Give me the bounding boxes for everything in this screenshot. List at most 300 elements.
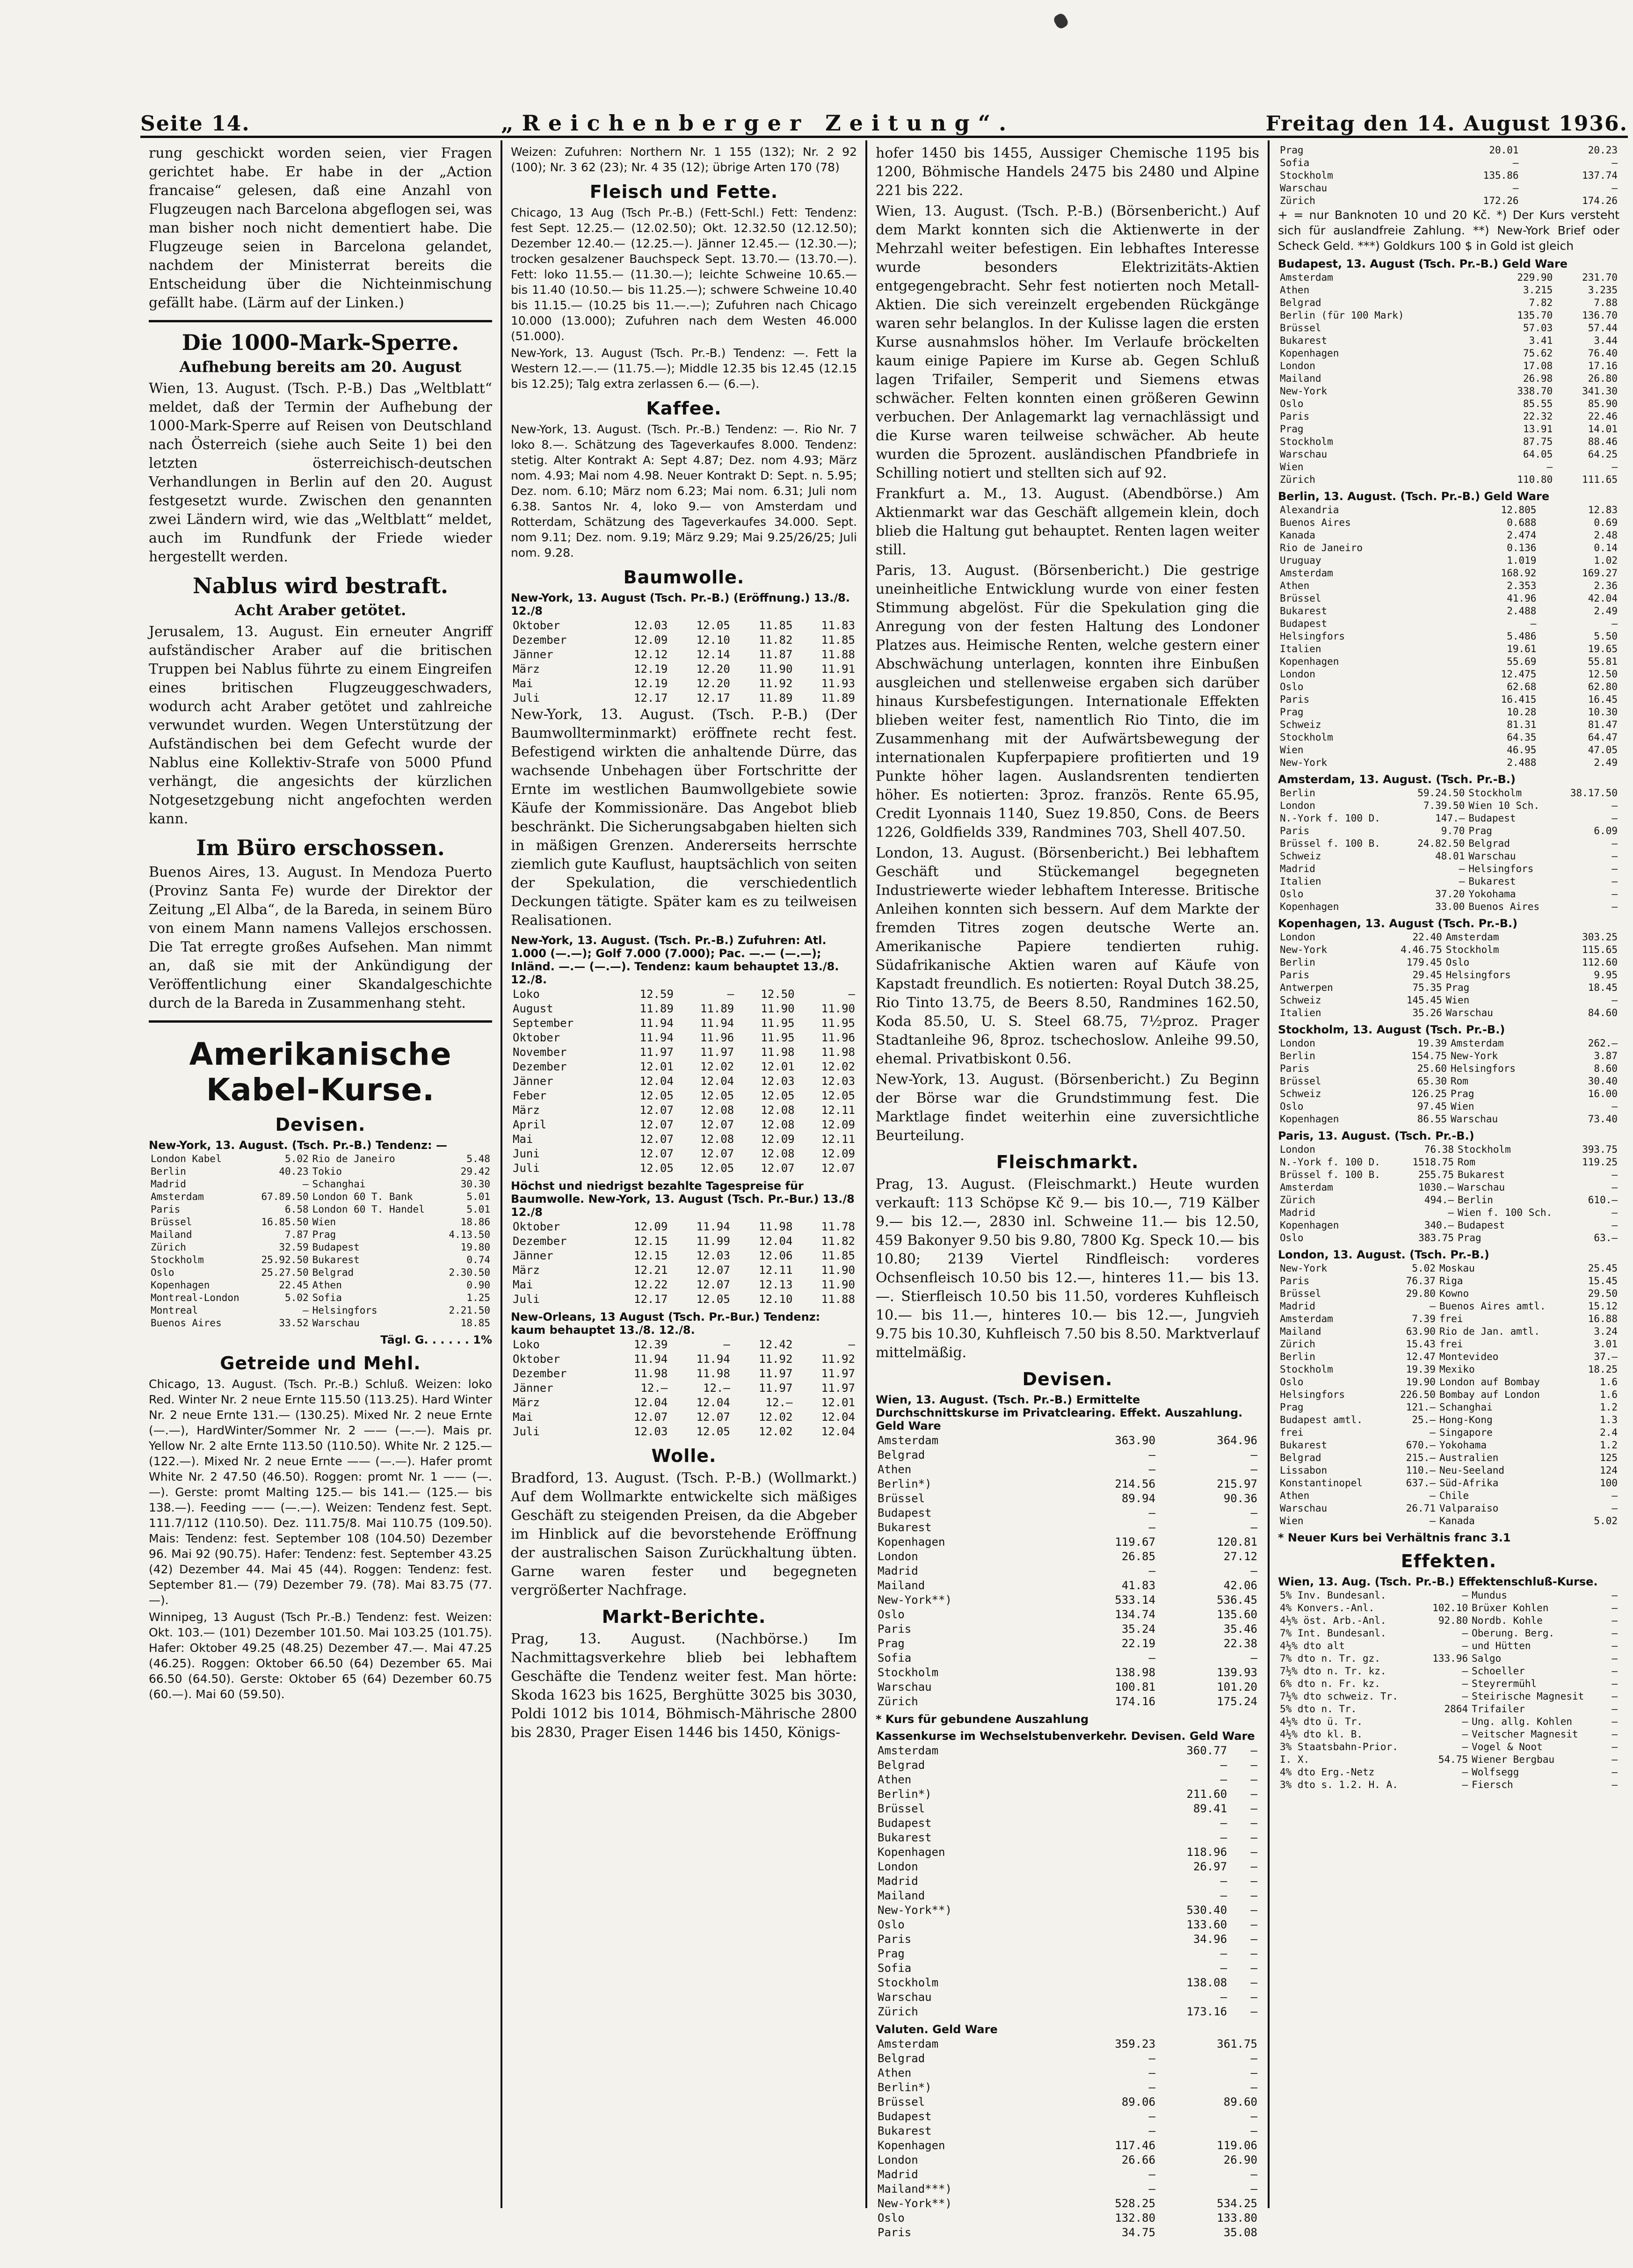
table-cell: 11.90 [759,662,793,676]
table-cell: — [1250,1976,1257,1989]
table-cell: 35.46 [1223,1622,1257,1636]
bw3-table [511,1220,857,1307]
table-cell: 7.39.50 [1423,800,1465,811]
table-row [876,2124,1259,2138]
table-cell: Rio de Janeiro [1280,542,1363,553]
table-cell: Warschau [1468,850,1516,862]
table-cell: London [1280,931,1315,943]
table-cell: 3.01 [1594,1338,1618,1350]
table-cell: 11.95 [761,1031,795,1044]
table-cell: 12.14 [696,648,730,661]
table-cell: 12.04 [700,1075,734,1088]
table-cell: 11.88 [821,1293,855,1306]
table-cell: 26.90 [1223,2153,1257,2166]
table-cell: 12.03 [634,619,668,632]
table-cell: 174.26 [1582,195,1618,206]
table-cell: 25.— [1412,1414,1436,1425]
table-cell: 11.94 [696,1352,730,1366]
table-row [1278,1602,1619,1614]
table-cell: 12.06 [759,1249,793,1262]
divider [149,320,492,322]
section-getreide: Getreide und Mehl. [220,1353,421,1374]
table-cell: — [1250,1448,1257,1461]
table-cell: 211.60 [1186,1788,1227,1801]
table-cell: 25.92.50 [261,1254,309,1265]
table-cell: Helsingfors [1280,1389,1345,1400]
table-row [876,1889,1259,1903]
kabel-taglich: Tägl. G. . . . . . 1% [380,1333,492,1346]
table-cell: 12.05 [639,1162,674,1175]
table-cell: Berlin [1458,1194,1493,1206]
table-cell: — [1250,1463,1257,1476]
table-cell: Buenos Aires amtl. [1439,1301,1546,1312]
table-row [1278,931,1619,944]
table-cell: 5% dto n. Tr. [1280,1703,1357,1715]
table-cell: — [1448,1207,1454,1218]
table-cell: — [1250,1773,1257,1786]
table-cell: Berlin [1280,787,1315,799]
table-row [876,2196,1259,2211]
valuten-table [876,2037,1259,2240]
table-cell: — [1611,1779,1618,1790]
table-cell: 101.20 [1217,1680,1257,1694]
table-row [876,2109,1259,2124]
table-cell: Stockholm [878,1976,939,1989]
table-row [876,1932,1259,1947]
table-cell: 12.17 [634,1293,668,1306]
table-cell: 214.56 [1115,1477,1156,1490]
table-row [1278,334,1619,347]
bw4-header: New-Orleans, 13 August (Tsch. Pr.-Bur.) Tendenz: kaum behauptet 13./8. 12./8. [511,1310,820,1337]
table-cell: Zürich [878,2005,918,2018]
table-cell: — [1611,1490,1618,1501]
table-cell: Dezember [513,633,567,647]
table-cell: — [1250,1506,1257,1519]
table-cell: 76.38 [1424,1144,1454,1155]
table-cell: Italien [1280,643,1321,654]
table-cell: 3% Staatsbahn-Prior. [1280,1741,1398,1752]
table-cell: 11.98 [634,1367,668,1380]
table-cell: 97.45 [1417,1101,1447,1112]
report-chicago-getreide: Chicago, 13. August. (Tsch. Pr.-B.) Schluß. Weizen: loko Red. Winter Nr. 2 neue Ernte 115.50 (113.25). Hard Winter Nr. 2 neue Ernte 131.— (130.25). Mixed Nr. 2 neue Ernte (—.—), HardWinter/Sommer Nr. 2 —— (—.—). Mais pr. Yellow Nr. 2 alte Ernte 113.50 (110.50). White Nr. 2 125.— (122.—). Mixed Nr. 2 neue Ernte —— (—.—). Hafer promt White Nr. 2 47.50 (46.50). Roggen: promt Nr. 1 —— (—.—). Gerste: promt Malting 125.— bis 141.— (125.— bis 138.—). Feeding —— (—.—). Weizen: Tendenz fest. Sept. 111.7/112 (110.50). Dez. 111.75/8. Mai 110.75 (109.50). Mais: Tendenz: fest. September 108 (104.50) Dezember 96. Mai 92 (90.75). Hafer: Tendenz: fest. September 43.25 (42) Dezember 44. Mai 45 (44). Roggen: Tendenz: fest. September 81.— (79) Dezember 79. (78). Mai 83.75 (77.—). [149,1377,492,1607]
report-prag-nachboerse: Prag, 13. August. (Nachbörse.) Im Nachmittagsverkehre blieb bei lebhaftem Geschäfte die Tendenz weiter fest. Man hörte: Skoda 1623 bis 1625, Berghütte 3025 bis 3030, Poldi 1012 bis 1014, Böhmisch-Mährische 2800 bis 2830, Prager Eisen 1446 bis 1450, Königs- [511,1631,857,1741]
table-cell: — [1611,1628,1618,1639]
table-cell: Mailand [878,1889,925,1902]
table-cell: — [1611,1503,1618,1514]
table-cell: 87.75 [1523,436,1553,447]
table-row [1278,516,1619,529]
table-cell: Berlin (für 100 Mark) [1280,310,1404,321]
table-row [1278,875,1619,888]
table-row [1278,1614,1619,1627]
table-cell: 12.07 [821,1162,855,1175]
table-cell: Paris [1280,694,1310,705]
table-cell: New-York**) [878,1904,952,1917]
table-cell: — [1611,1101,1618,1112]
table-cell: London [1280,1038,1315,1049]
table-cell: 102.10 [1432,1602,1468,1614]
table-cell: Bukarest [1280,1439,1328,1451]
table-row [1278,157,1619,169]
amsterdam-table [1278,787,1619,913]
table-row [1278,655,1619,668]
table-cell: Athen [878,2066,912,2079]
bw2-table [511,987,857,1176]
table-row [511,1089,857,1103]
table-cell: — [1250,1744,1257,1757]
table-cell: 12.07 [639,1147,674,1160]
table-cell: Stockholm [1280,436,1333,447]
table-cell: Dezember [513,1060,567,1073]
table-cell: Mailand [878,1579,925,1592]
table-cell: London 60 T. Handel [312,1204,425,1215]
table-cell: 4½% dto alt [1280,1640,1345,1651]
table-cell: Dezember [513,1367,567,1380]
table-cell: Moskau [1439,1263,1475,1274]
table-cell: 7.88 [1594,297,1618,308]
table-row [1278,271,1619,284]
table-cell: 90.36 [1223,1492,1257,1505]
table-cell: 117.46 [1115,2139,1156,2152]
report-weizen-zufuhren: Weizen: Zufuhren: Northern Nr. 1 155 (132); Nr. 2 92 (100); Nr. 3 62 (23); Nr. 4 35 (12); übrige Arten 170 (78) [511,145,857,174]
table-row [1278,1113,1619,1126]
table-cell: 47.05 [1588,744,1618,756]
table-cell: August [513,1002,553,1015]
table-cell: Belgrad [1280,1452,1321,1463]
table-cell: 16.88 [1588,1313,1618,1324]
table-cell: 62.68 [1507,681,1537,692]
table-cell: 12.04 [759,1235,793,1248]
table-cell: Paris [878,2226,912,2239]
table-cell: 111.65 [1582,474,1618,485]
table-cell: 19.61 [1507,643,1537,654]
table-cell: 11.98 [759,1220,793,1233]
headline-nablus: Nablus wird bestraft. [192,573,448,598]
table-cell: London [1280,1144,1315,1155]
table-row [1278,1181,1619,1194]
table-cell: 536.45 [1217,1593,1257,1606]
table-cell: — [1220,1817,1227,1830]
table-cell: 85.90 [1588,398,1618,409]
table-cell: Berlin [1280,1351,1315,1362]
table-cell: Wolfsegg [1472,1766,1519,1778]
table-row [1278,423,1619,436]
table-cell: Valparaiso [1439,1503,1499,1514]
table-cell: — [1220,1947,1227,1960]
table-cell: 145.45 [1406,995,1442,1006]
table-cell: 11.90 [761,1002,795,1015]
table-cell: Wiener Bergbau [1472,1754,1555,1765]
table-cell: Zürich [1280,195,1315,206]
table-cell: — [1459,876,1465,887]
table-cell: Berlin*) [878,1477,932,1490]
table-cell: 530.40 [1186,1904,1227,1917]
table-cell: 10.30 [1588,706,1618,718]
table-cell: Prag [312,1229,336,1240]
table-row [1278,1338,1619,1351]
table-cell: — [1250,1846,1257,1859]
table-cell: — [1611,1640,1618,1651]
table-cell: 19.80 [460,1242,490,1253]
table-row [1278,1287,1619,1300]
table-cell: 11.90 [821,1002,855,1015]
table-cell: Athen [878,1773,912,1786]
table-cell: 12.08 [761,1104,795,1117]
table-cell: 16.00 [1588,1088,1618,1099]
table-row [149,1165,492,1178]
table-cell: Zürich [878,1695,918,1708]
table-cell: 42.06 [1223,1579,1257,1592]
table-cell: 92.80 [1438,1615,1468,1626]
table-cell: 22.19 [1121,1637,1156,1650]
table-row [1278,1464,1619,1477]
table-cell: Warschau [1458,1182,1505,1193]
table-row [1278,994,1619,1007]
table-cell: 2.21.50 [449,1305,490,1316]
table-cell: Lissabon [1280,1465,1328,1476]
table-cell: 0.90 [466,1279,490,1291]
table-cell: 11.90 [821,1278,855,1291]
table-cell: Stockholm [1468,787,1522,799]
table-cell: — [1148,2124,1156,2137]
table-cell: Belgrad [878,1759,925,1772]
table-cell: 11.94 [700,1017,734,1030]
table-cell: Amsterdam [1445,931,1499,943]
table-cell: Brüssel [878,1802,925,1815]
table-row [876,2225,1259,2240]
table-cell: 363.90 [1115,1434,1156,1447]
table-cell: — [1250,1889,1257,1902]
table-cell: 1.3 [1600,1414,1618,1425]
table-cell: 15.12 [1588,1301,1618,1312]
table-cell: — [1250,1759,1257,1772]
table-cell: 364.96 [1217,1434,1257,1447]
table-cell: 12.09 [761,1133,795,1146]
table-cell: Buenos Aires [151,1317,222,1329]
table-cell: 1.6 [1600,1389,1618,1400]
table-cell: 81.47 [1588,719,1618,730]
amsterdam-header: Amsterdam, 13. August. (Tsch. Pr.-B.) [1278,773,1516,786]
issue-date: Freitag den 14. August 1936. [1265,112,1628,136]
table-cell: 11.85 [759,619,793,632]
table-cell: Wien [1280,744,1304,756]
table-row [511,1263,857,1278]
table-cell: Oslo [878,2211,905,2224]
table-cell: 533.14 [1115,1593,1156,1606]
table-cell: 12.805 [1501,504,1537,516]
table-cell: Jänner [513,1249,553,1262]
table-cell: März [513,1104,540,1117]
table-cell: Mai [513,1410,533,1424]
table-cell: Jänner [513,648,553,661]
report-kaffee: New-York, 13. August. (Tsch. Pr.-B.) Tendenz: —. Rio Nr. 7 loko 8.—. Schätzung des Tageverkaufes 8.000. Tendenz: stetig. Alter Kontrakt A: Sept 4.87; Dez. nom 4.93; März nom. 4.93; Mai nom 4.98. Neuer Kontrakt D: Sept. n. 5.95; Dez. nom. 6.10; März nom 6.23; Mai nom. 6.31; Juli nom 6.38. Santos Nr. 4, loko 9.— von Amsterdam und Rotterdam, Schätzung des Tageverkaufes 34.000. Sept. nom 9.11; Dez. nom. 9.19; März 9.29; Mai 9.25/26/25; Juli nom. 9.28. [511,422,857,560]
table-cell: April [513,1118,547,1131]
table-row [876,1593,1259,1607]
table-cell: 139.93 [1217,1666,1257,1679]
table-cell: Mailand [151,1229,192,1240]
table-cell: I. X. [1280,1754,1310,1765]
table-cell: 24.82.50 [1417,838,1465,849]
table-row [149,1292,492,1304]
table-cell: — [1250,2005,1257,2018]
table-row [511,1367,857,1381]
table-cell: 19.90 [1406,1376,1436,1388]
table-cell: 135.86 [1483,170,1519,181]
table-cell: — [1250,1817,1257,1830]
table-cell: 12.09 [634,1220,668,1233]
table-cell: Juni [513,1147,540,1160]
table-cell: Amsterdam [1280,1182,1333,1193]
table-cell: 12.08 [761,1147,795,1160]
table-cell: Prag [1450,1088,1474,1099]
table-row [149,1178,492,1191]
table-cell: — [1611,1703,1618,1715]
table-row [1278,554,1619,567]
budapest-table [1278,271,1619,486]
table-cell: 175.24 [1217,1695,1257,1708]
table-row [511,1060,857,1074]
table-cell: 133.80 [1217,2211,1257,2224]
table-cell: frei [1280,1427,1304,1438]
table-cell: 12.05 [700,1162,734,1175]
table-cell: Buenos Aires [1280,517,1351,528]
table-cell: 12.03 [761,1075,795,1088]
table-cell: Oktober [513,1220,560,1233]
table-cell: 29.50 [1588,1288,1618,1299]
table-cell: — [1250,1802,1257,1815]
table-cell: — [302,1305,309,1316]
table-cell: 12.05 [696,1425,730,1438]
table-cell: Paris [151,1204,181,1215]
table-cell: 55.69 [1507,656,1537,667]
kabel-header: New-York, 13. August. (Tsch. Pr.-B.) Tendenz: — [149,1139,447,1152]
table-row [876,1622,1259,1636]
ink-blot [1052,12,1070,30]
table-cell: Kopenhagen [1280,1220,1339,1231]
table-row [876,2080,1259,2095]
table-cell: New-York [1280,385,1328,397]
table-cell: — [1220,1875,1227,1888]
table-cell: Budapest [312,1242,360,1253]
table-cell: 11.96 [700,1031,734,1044]
table-cell: 7.87 [285,1229,309,1240]
table-cell: Oslo [878,1918,905,1931]
top-notes: + = nur Banknoten 10 und 20 Kč. *) Der Kurs versteht sich für auslandfreie Zahlung. **) New-York Brief oder Scheck Geld. ***) Goldkurs 100 $ in Gold ist gleich [1278,208,1619,253]
table-cell: — [302,1178,309,1190]
table-row [1278,1351,1619,1363]
table-cell: Oslo [1280,1101,1304,1112]
table-cell: — [1611,1182,1618,1193]
table-cell: Madrid [151,1178,186,1190]
table-cell: Budapest [878,1817,932,1830]
table-row [149,1279,492,1292]
table-cell: Kopenhagen [878,2139,945,2152]
table-cell: — [1250,1860,1257,1873]
table-cell: 12.09 [634,633,668,647]
table-cell: — [1459,863,1465,874]
table-cell: 1.2 [1600,1439,1618,1451]
table-cell: 6% dto n. Fr. kz. [1280,1678,1380,1689]
table-row [1278,1477,1619,1490]
table-row [1278,1678,1619,1690]
table-cell: Prag [1280,1402,1304,1413]
table-cell: 255.75 [1418,1169,1454,1180]
table-cell: 17.08 [1523,360,1553,371]
table-cell: Vogel & Noot [1472,1741,1543,1752]
table-row [876,2211,1259,2225]
table-row [1278,944,1619,956]
table-cell: Italien [1280,876,1321,887]
table-cell: Antwerpen [1280,982,1333,993]
table-cell: 14.01 [1588,423,1618,435]
table-cell: — [1250,2066,1257,2079]
table-cell: — [1611,1665,1618,1677]
table-cell: 64.25 [1588,449,1618,460]
table-cell: Berlin [1280,1050,1315,1061]
table-cell: Schanghai [312,1178,366,1190]
table-cell: 179.45 [1406,957,1442,968]
table-cell: 0.688 [1507,517,1537,528]
table-cell: 62.80 [1588,681,1618,692]
table-row [876,1607,1259,1622]
table-cell: 12.07 [639,1133,674,1146]
table-row [149,1304,492,1317]
table-cell: — [1250,2182,1257,2195]
table-cell: 12.13 [759,1278,793,1291]
table-cell: Brüssel f. 100 B. [1280,838,1380,849]
table-row [149,1153,492,1165]
table-cell: 2.49 [1594,757,1618,768]
table-row [149,1254,492,1266]
table-cell: Mundus [1472,1590,1507,1601]
table-cell: Prag [1280,145,1304,156]
table-cell: — [1148,2066,1156,2079]
table-cell: 12.04 [639,1075,674,1088]
section-devisen-wien: Devisen. [1022,1369,1113,1389]
table-cell: — [1250,1933,1257,1946]
table-cell: — [1148,2052,1156,2065]
table-cell: 20.01 [1489,145,1519,156]
kopenhagen-header: Kopenhagen, 13. August (Tsch. Pr.-B.) [1278,917,1518,930]
table-row [149,1317,492,1330]
table-cell: Budapest [1458,1220,1505,1231]
table-cell: 30.30 [460,1178,490,1190]
table-cell: Oslo [878,1608,905,1621]
table-cell: 8.60 [1594,1063,1618,1074]
table-cell: Madrid [1280,1301,1315,1312]
table-cell: Chile [1439,1490,1469,1501]
table-row [511,1220,857,1234]
table-cell: 11.94 [696,1220,730,1233]
report-newyork: New-York, 13. August. (Börsenbericht.) Zu Beginn der Börse war die Grundstimmung fest. Die Marktlage findet weiterhin eine zuversichtliche Beurteilung. [876,1071,1259,1144]
table-cell: 85.55 [1523,398,1553,409]
table-cell: Tokio [312,1166,342,1177]
table-cell: 12.02 [700,1060,734,1073]
table-cell: 4½% öst. Arb.-Anl. [1280,1615,1386,1626]
table-cell: 89.94 [1121,1492,1156,1505]
table-cell: 86.55 [1417,1113,1447,1125]
table-cell: 11.95 [761,1017,795,1030]
table-row [1278,1690,1619,1703]
table-row [876,1564,1259,1578]
table-cell: September [513,1017,574,1030]
table-row [1278,1156,1619,1169]
table-cell: 133.60 [1186,1918,1227,1931]
article-continuation: rung geschickt worden seien, vier Fragen gerichtet habe. Er habe in der „Action francaise“ gelesen, daß eine Anzahl von Flugzeugen nach Barcelona abgeflogen sei, was man bisher noch nicht dementiert habe. Die Flugzeuge seien in Barcelona gelandet, nachdem der Ministerrat bereits die Entscheidung über die Nichteinmischung gefällt habe. (Lärm auf der Linken.) [149,145,492,311]
table-cell: 637.— [1406,1477,1436,1489]
table-cell: 12.04 [821,1425,855,1438]
table-cell: 11.97 [821,1381,855,1395]
